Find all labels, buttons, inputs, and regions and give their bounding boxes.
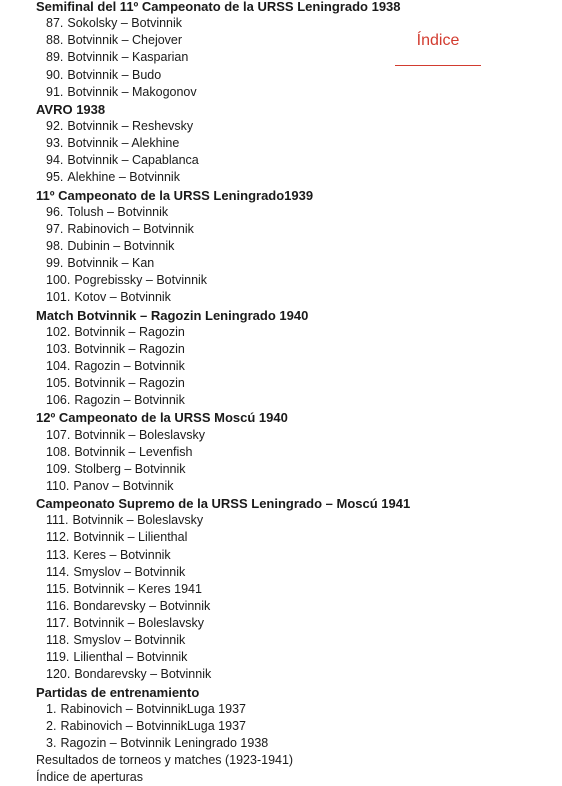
game-number: 118. (46, 633, 70, 648)
section-title[interactable]: Match Botvinnik – Ragozin Leningrado 1940 (36, 307, 309, 323)
game-entry[interactable] (36, 581, 556, 598)
game-number: 2. (46, 718, 57, 733)
game-number: 99. (46, 256, 64, 271)
game-title: Botvinnik – Levenfish (74, 444, 193, 459)
game-number: 90. (46, 67, 64, 82)
table-of-contents (36, 0, 556, 786)
game-entry[interactable] (36, 478, 556, 495)
game-entry[interactable] (36, 632, 556, 649)
game-title: Rabinovich – BotvinnikLuga 1937 (60, 701, 246, 716)
game-number: 113. (46, 547, 70, 562)
game-number: 109. (46, 461, 71, 476)
game-title: Rabinovich – Botvinnik (67, 221, 194, 236)
game-entry[interactable] (36, 529, 556, 546)
game-entry[interactable] (36, 375, 556, 392)
game-number: 114. (46, 564, 70, 579)
game-entry[interactable] (36, 512, 556, 529)
game-entry[interactable] (36, 221, 556, 238)
game-title: Botvinnik – Chejover (67, 33, 183, 48)
game-number: 105. (46, 376, 71, 391)
game-number: 119. (46, 650, 70, 665)
game-number: 3. (46, 736, 57, 751)
game-number: 98. (46, 238, 64, 253)
game-title: Smyslov – Botvinnik (73, 564, 186, 579)
game-title: Smyslov – Botvinnik (73, 633, 186, 648)
game-number: 107. (46, 427, 71, 442)
game-number: 103. (46, 341, 71, 356)
game-number: 111. (46, 513, 69, 528)
game-entry[interactable] (36, 118, 556, 135)
game-title: Botvinnik – Lilienthal (73, 530, 188, 545)
game-entry[interactable] (36, 564, 556, 581)
section-title[interactable]: Campeonato Supremo de la URSS Leningrado – Moscú 1941 (36, 496, 411, 512)
game-entry[interactable] (36, 341, 556, 358)
game-entry[interactable] (36, 67, 556, 84)
game-entry[interactable] (36, 718, 556, 735)
game-title: Botvinnik – Boleslavsky (73, 616, 205, 631)
footer-link[interactable]: Resultados de torneos y matches (1923-1941) (36, 753, 294, 768)
game-title: Dubinin – Botvinnik (67, 238, 175, 253)
game-entry[interactable] (36, 152, 556, 169)
game-title: Rabinovich – BotvinnikLuga 1937 (60, 718, 246, 733)
game-number: 117. (46, 616, 70, 631)
game-number: 106. (46, 393, 71, 408)
game-number: 116. (46, 598, 70, 613)
game-entry[interactable] (36, 289, 556, 306)
game-title: Botvinnik – Alekhine (67, 136, 180, 151)
game-number: 89. (46, 50, 64, 65)
game-entry[interactable] (36, 666, 556, 683)
game-title: Sokolsky – Botvinnik (67, 16, 183, 31)
game-title: Botvinnik – Ragozin (74, 341, 185, 356)
section-title[interactable]: Partidas de entrenamiento (36, 684, 200, 700)
game-number: 92. (46, 118, 64, 133)
game-entry[interactable] (36, 204, 556, 221)
game-entry[interactable] (36, 358, 556, 375)
section-title[interactable]: AVRO 1938 (36, 101, 106, 117)
game-title: Ragozin – Botvinnik (74, 358, 185, 373)
game-number: 95. (46, 170, 64, 185)
section-title[interactable]: 11º Campeonato de la URSS Leningrado1939 (36, 187, 314, 203)
game-number: 115. (46, 581, 70, 596)
game-entry[interactable] (36, 547, 556, 564)
game-number: 108. (46, 444, 71, 459)
game-number: 93. (46, 136, 64, 151)
game-entry[interactable] (36, 49, 556, 66)
game-entry[interactable] (36, 15, 556, 32)
game-title: Botvinnik – Ragozin (74, 376, 185, 391)
index-link[interactable]: Índice (416, 32, 460, 49)
game-number: 1. (46, 701, 57, 716)
game-number: 110. (46, 478, 70, 493)
game-title: Botvinnik – Capablanca (67, 153, 199, 168)
game-title: Botvinnik – Kasparian (67, 50, 189, 65)
game-number: 102. (46, 324, 71, 339)
game-title: Keres – Botvinnik (73, 547, 171, 562)
section-title[interactable]: 12º Campeonato de la URSS Moscú 1940 (36, 410, 288, 426)
game-entry[interactable] (36, 255, 556, 272)
game-title: Bondarevsky – Botvinnik (73, 598, 211, 613)
game-entry[interactable] (36, 461, 556, 478)
game-title: Botvinnik – Boleslavsky (74, 427, 205, 442)
game-entry[interactable] (36, 735, 556, 752)
game-title: Botvinnik – Boleslavsky (72, 513, 204, 528)
game-entry[interactable] (36, 324, 556, 341)
game-number: 97. (46, 221, 64, 236)
game-title: Botvinnik – Budo (67, 67, 162, 82)
footer-link[interactable]: Índice de aperturas (36, 770, 144, 785)
game-entry[interactable] (36, 701, 556, 718)
game-number: 96. (46, 204, 64, 219)
game-entry[interactable] (36, 392, 556, 409)
game-entry[interactable] (36, 444, 556, 461)
game-title: Botvinnik – Keres 1941 (73, 581, 202, 596)
game-title: Stolberg – Botvinnik (74, 461, 186, 476)
game-title: Lilienthal – Botvinnik (73, 650, 188, 665)
game-title: Botvinnik – Reshevsky (67, 118, 194, 133)
game-title: Pogrebissky – Botvinnik (74, 273, 208, 288)
game-number: 100. (46, 273, 71, 288)
game-number: 91. (46, 84, 64, 99)
game-title: Kotov – Botvinnik (74, 290, 171, 305)
game-entry[interactable] (36, 598, 556, 615)
game-entry[interactable] (36, 135, 556, 152)
game-entry[interactable] (36, 427, 556, 444)
game-entry[interactable] (36, 615, 556, 632)
game-number: 120. (46, 667, 71, 682)
game-entry[interactable] (36, 238, 556, 255)
game-number: 104. (46, 358, 71, 373)
game-number: 101. (46, 290, 71, 305)
game-entry[interactable] (36, 169, 556, 186)
game-title: Alekhine – Botvinnik (67, 170, 180, 185)
game-title: Botvinnik – Kan (67, 256, 155, 271)
game-number: 88. (46, 33, 64, 48)
game-title: Tolush – Botvinnik (67, 204, 169, 219)
game-title: Panov – Botvinnik (73, 478, 174, 493)
game-number: 94. (46, 153, 64, 168)
game-title: Ragozin – Botvinnik Leningrado 1938 (60, 736, 269, 751)
game-title: Bondarevsky – Botvinnik (74, 667, 212, 682)
game-entry[interactable] (36, 272, 556, 289)
game-entry[interactable] (36, 84, 556, 101)
game-number: 87. (46, 16, 64, 31)
index-link-underline (395, 65, 481, 66)
section-title[interactable]: Semifinal del 11º Campeonato de la URSS Leningrado 1938 (36, 0, 401, 14)
game-title: Botvinnik – Ragozin (74, 324, 185, 339)
game-title: Ragozin – Botvinnik (74, 393, 185, 408)
game-number: 112. (46, 530, 70, 545)
game-entry[interactable] (36, 649, 556, 666)
game-title: Botvinnik – Makogonov (67, 84, 197, 99)
